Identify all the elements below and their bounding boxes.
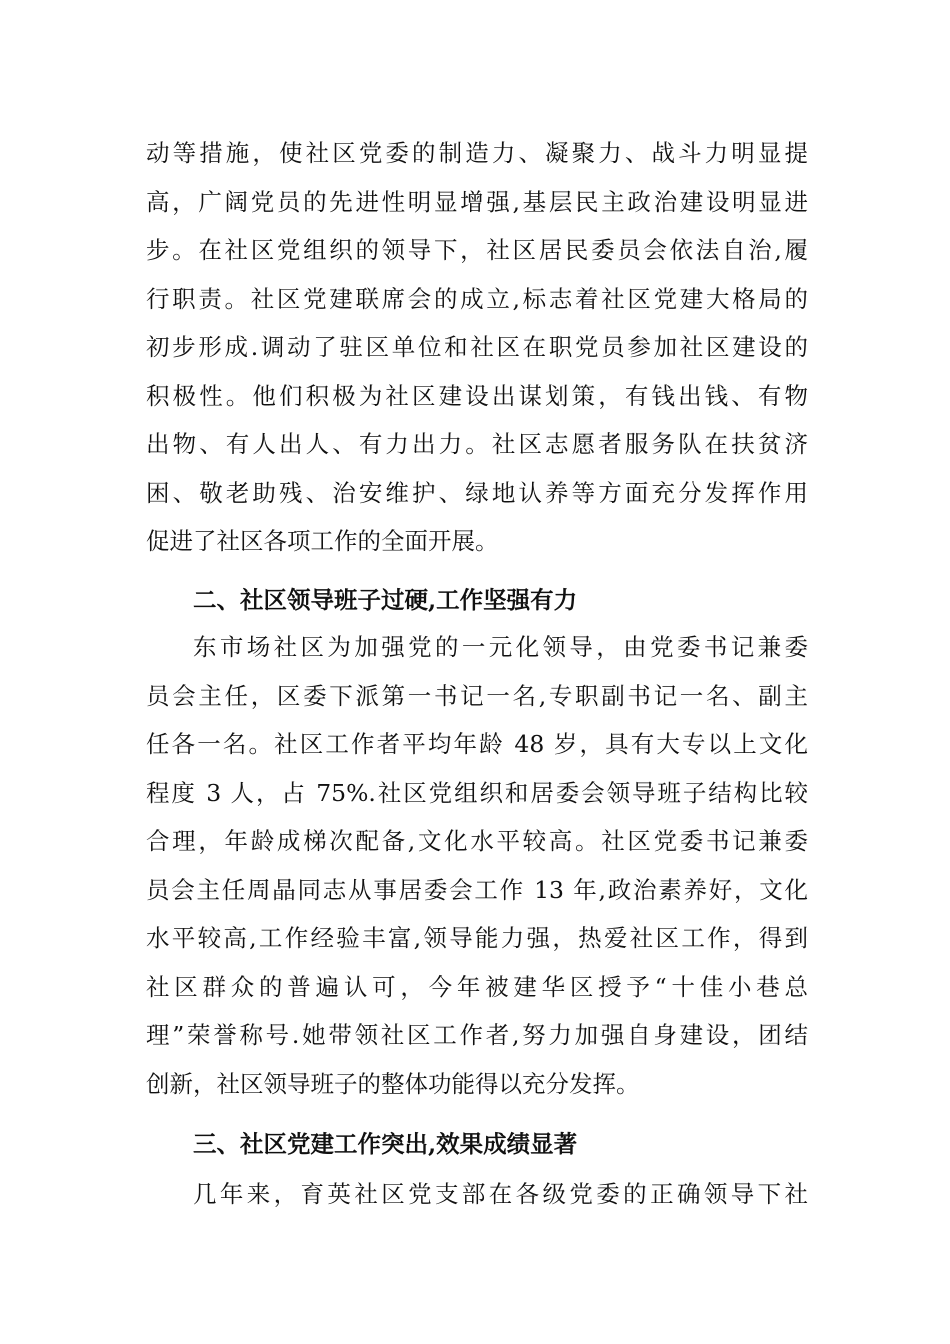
paragraph-line: 出物、有人出人、有力出力。社区志愿者服务队在扶贫济 [146, 430, 808, 458]
paragraph-2 [146, 623, 808, 1108]
paragraph-line: 水平较高,工作经验丰富,领导能力强，热爱社区工作，得到 [146, 924, 808, 952]
paragraph-line: 社区群众的普遍认可，今年被建华区授予“十佳小巷总 [146, 972, 808, 1001]
section-heading-3 [146, 1120, 808, 1169]
section-heading-2 [146, 576, 808, 625]
paragraph-line: 几年来，育英社区党支部在各级党委的正确领导下社 [193, 1180, 808, 1208]
paragraph-line: 动等措施，使社区党委的制造力、凝聚力、战斗力明显提 [146, 139, 808, 167]
paragraph-line: 合理，年龄成梯次配备,文化水平较高。社区党委书记兼委 [146, 827, 808, 855]
paragraph-line: 程度 3 人，占 75%.社区党组织和居委会领导班子结构比较 [146, 778, 808, 807]
section-heading-text: 三、社区党建工作突出,效果成绩显著 [193, 1130, 578, 1158]
paragraph-line: 员会主任，区委下派第一书记一名,专职副书记一名、副主 [146, 681, 808, 710]
paragraph-line: 步。在社区党组织的领导下，社区居民委员会依法自治,履 [146, 236, 808, 264]
paragraph-line: 行职责。社区党建联席会的成立,标志着社区党建大格局的 [146, 284, 808, 313]
paragraph-line: 东市场社区为加强党的一元化领导，由党委书记兼委 [193, 633, 808, 661]
paragraph-line: 员会主任周晶同志从事居委会工作 13 年,政治素养好，文化 [146, 875, 808, 904]
paragraph-line: 初步形成.调动了驻区单位和社区在职党员参加社区建设的 [146, 333, 808, 361]
paragraph-1 [146, 129, 808, 566]
paragraph-3 [146, 1170, 808, 1219]
paragraph-line: 创新，社区领导班子的整体功能得以充分发挥。 [146, 1069, 640, 1098]
paragraph-line: 任各一名。社区工作者平均年龄 48 岁，具有大专以上文化 [146, 730, 808, 758]
paragraph-line: 理”荣誉称号.她带领社区工作者,努力加强自身建设，团结 [146, 1021, 808, 1049]
section-heading-text: 二、社区领导班子过硬,工作坚强有力 [193, 586, 578, 614]
paragraph-line: 困、敬老助残、治安维护、绿地认养等方面充分发挥作用 [146, 478, 808, 507]
paragraph-line: 积极性。他们积极为社区建设出谋划策，有钱出钱、有物 [146, 381, 808, 410]
paragraph-line: 高，广阔党员的先进性明显增强,基层民主政治建设明显进 [146, 187, 808, 216]
paragraph-line: 促进了社区各项工作的全面开展。 [146, 527, 499, 555]
